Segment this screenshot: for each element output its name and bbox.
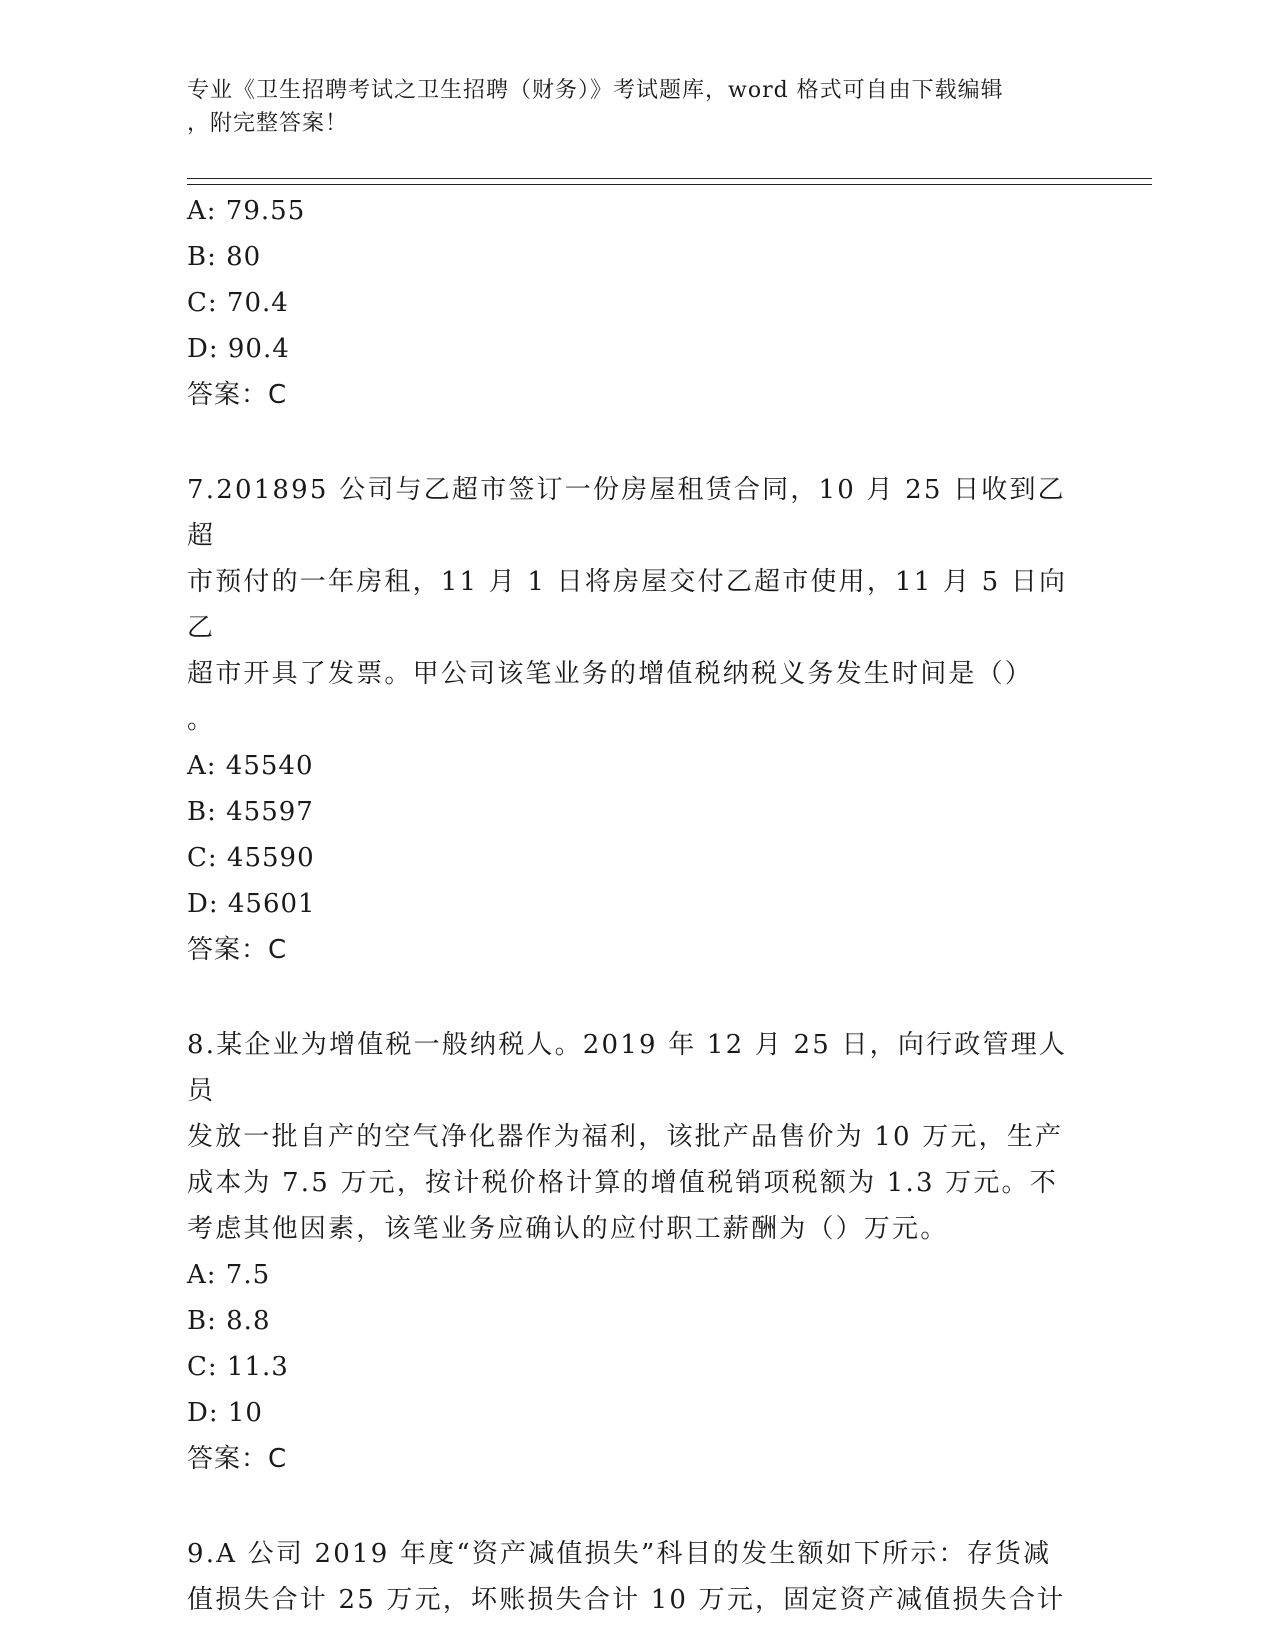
question-stem-line: 超市开具了发票。甲公司该笔业务的增值税纳税义务发生时间是（） [187,659,1034,689]
question-stem-line: 8.某企业为增值税一般纳税人。2019 年 12 月 25 日，向行政管理人员 [187,1030,1068,1106]
header-divider-bottom [187,184,1152,185]
option-d: D: 45601 [187,889,316,919]
option-b: B: 8.8 [187,1306,271,1336]
question-7 [187,467,1077,973]
answer-line: 答案：C [187,935,288,965]
option-b: B: 80 [187,242,262,272]
option-c: C: 11.3 [187,1352,289,1382]
option-c: C: 45590 [187,843,315,873]
option-a: A: 79.55 [187,196,306,226]
question-stem-line: 发放一批自产的空气净化器作为福利，该批产品售价为 10 万元，生产 [187,1122,1064,1152]
option-d: D: 10 [187,1398,263,1428]
option-d: D: 90.4 [187,334,290,364]
header-line-2: ，附完整答案！ [187,111,349,136]
question-6-continuation [187,188,1077,418]
option-c: C: 70.4 [187,288,289,318]
question-stem-line: 市预付的一年房租，11 月 1 日将房屋交付乙超市使用，11 月 5 日向乙 [187,567,1068,643]
question-stem-line: 成本为 7.5 万元，按计税价格计算的增值税销项税额为 1.3 万元。不 [187,1168,1058,1198]
option-a: A: 45540 [187,751,314,781]
question-content [187,188,1077,1623]
header-line-1: 专业《卫生招聘考试之卫生招聘（财务）》考试题库，word 格式可自由下载编辑 [187,78,1004,103]
option-a: A: 7.5 [187,1260,271,1290]
header-divider-top [187,178,1152,179]
question-9 [187,1531,1077,1623]
question-stem-line: 考虑其他因素，该笔业务应确认的应付职工薪酬为（）万元。 [187,1214,949,1244]
question-stem-line: 7.201895 公司与乙超市签订一份房屋租赁合同，10 月 25 日收到乙超 [187,475,1066,551]
answer-line: 答案：C [187,1444,288,1474]
question-stem-line: 。 [187,705,216,735]
document-header [187,74,1067,140]
question-8 [187,1022,1077,1482]
answer-line: 答案：C [187,380,288,410]
option-b: B: 45597 [187,797,314,827]
question-stem-line: 9.A 公司 2019 年度“资产减值损失”科目的发生额如下所示：存货减 [187,1539,1052,1569]
question-stem-line: 值损失合计 25 万元，坏账损失合计 10 万元，固定资产减值损失合计 [187,1585,1066,1615]
